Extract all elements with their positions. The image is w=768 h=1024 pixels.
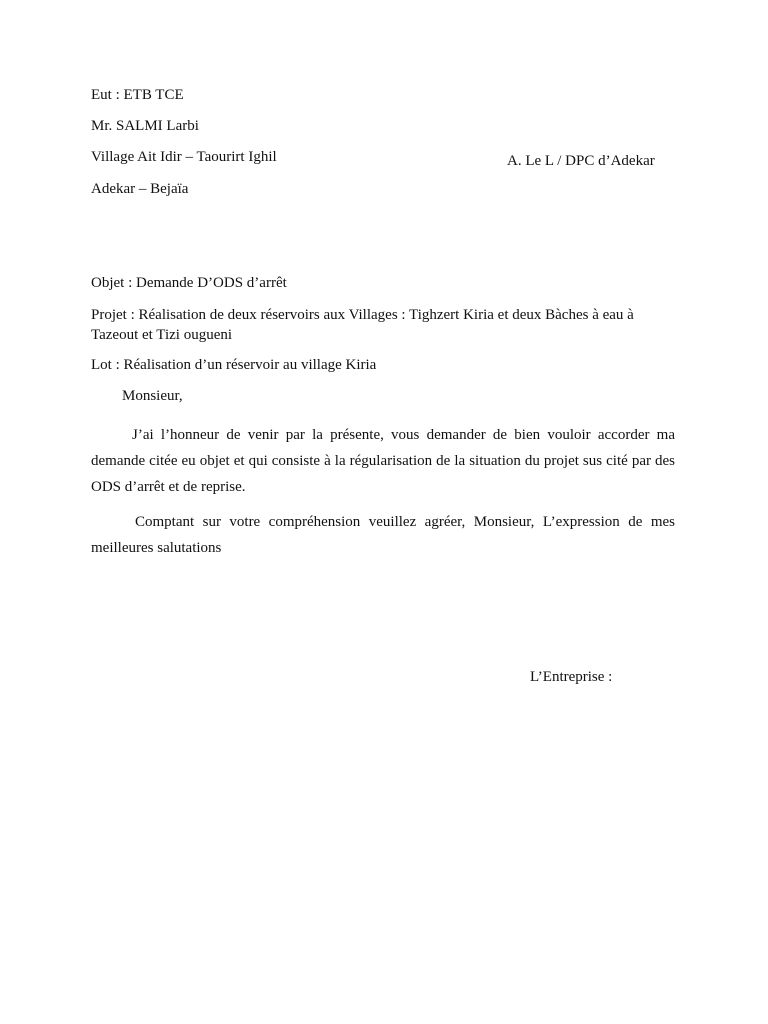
body-paragraph-request: J’ai l’honneur de venir par la présente, vous demander de bien vouloir accorder ma demande citée eu objet et qui consiste à la régularisation de la situation du projet sus cité par des ODS d’arrêt et de reprise. <box>91 427 675 495</box>
signature-label: L’Entreprise : <box>530 669 613 685</box>
letter-subject: Objet : Demande D’ODS d’arrêt <box>91 275 287 291</box>
recipient-address: A. Le L / DPC d’Adekar <box>507 153 655 169</box>
project-description: Projet : Réalisation de deux réservoirs aux Villages : Tighzert Kiria et deux Bàches à eau à Tazeout et Tizi ougueni <box>91 307 634 343</box>
sender-address: Village Ait Idir – Taourirt Ighil <box>91 149 277 165</box>
sender-city: Adekar – Bejaïa <box>91 181 189 197</box>
salutation: Monsieur, <box>122 388 183 404</box>
sender-company: Eut : ETB TCE <box>91 87 184 103</box>
lot-description: Lot : Réalisation d’un réservoir au village Kiria <box>91 357 377 373</box>
sender-name: Mr. SALMI Larbi <box>91 118 199 134</box>
body-paragraph-closing: Comptant sur votre compréhension veuillez agréer, Monsieur, L’expression de mes meilleures salutations <box>91 514 675 556</box>
